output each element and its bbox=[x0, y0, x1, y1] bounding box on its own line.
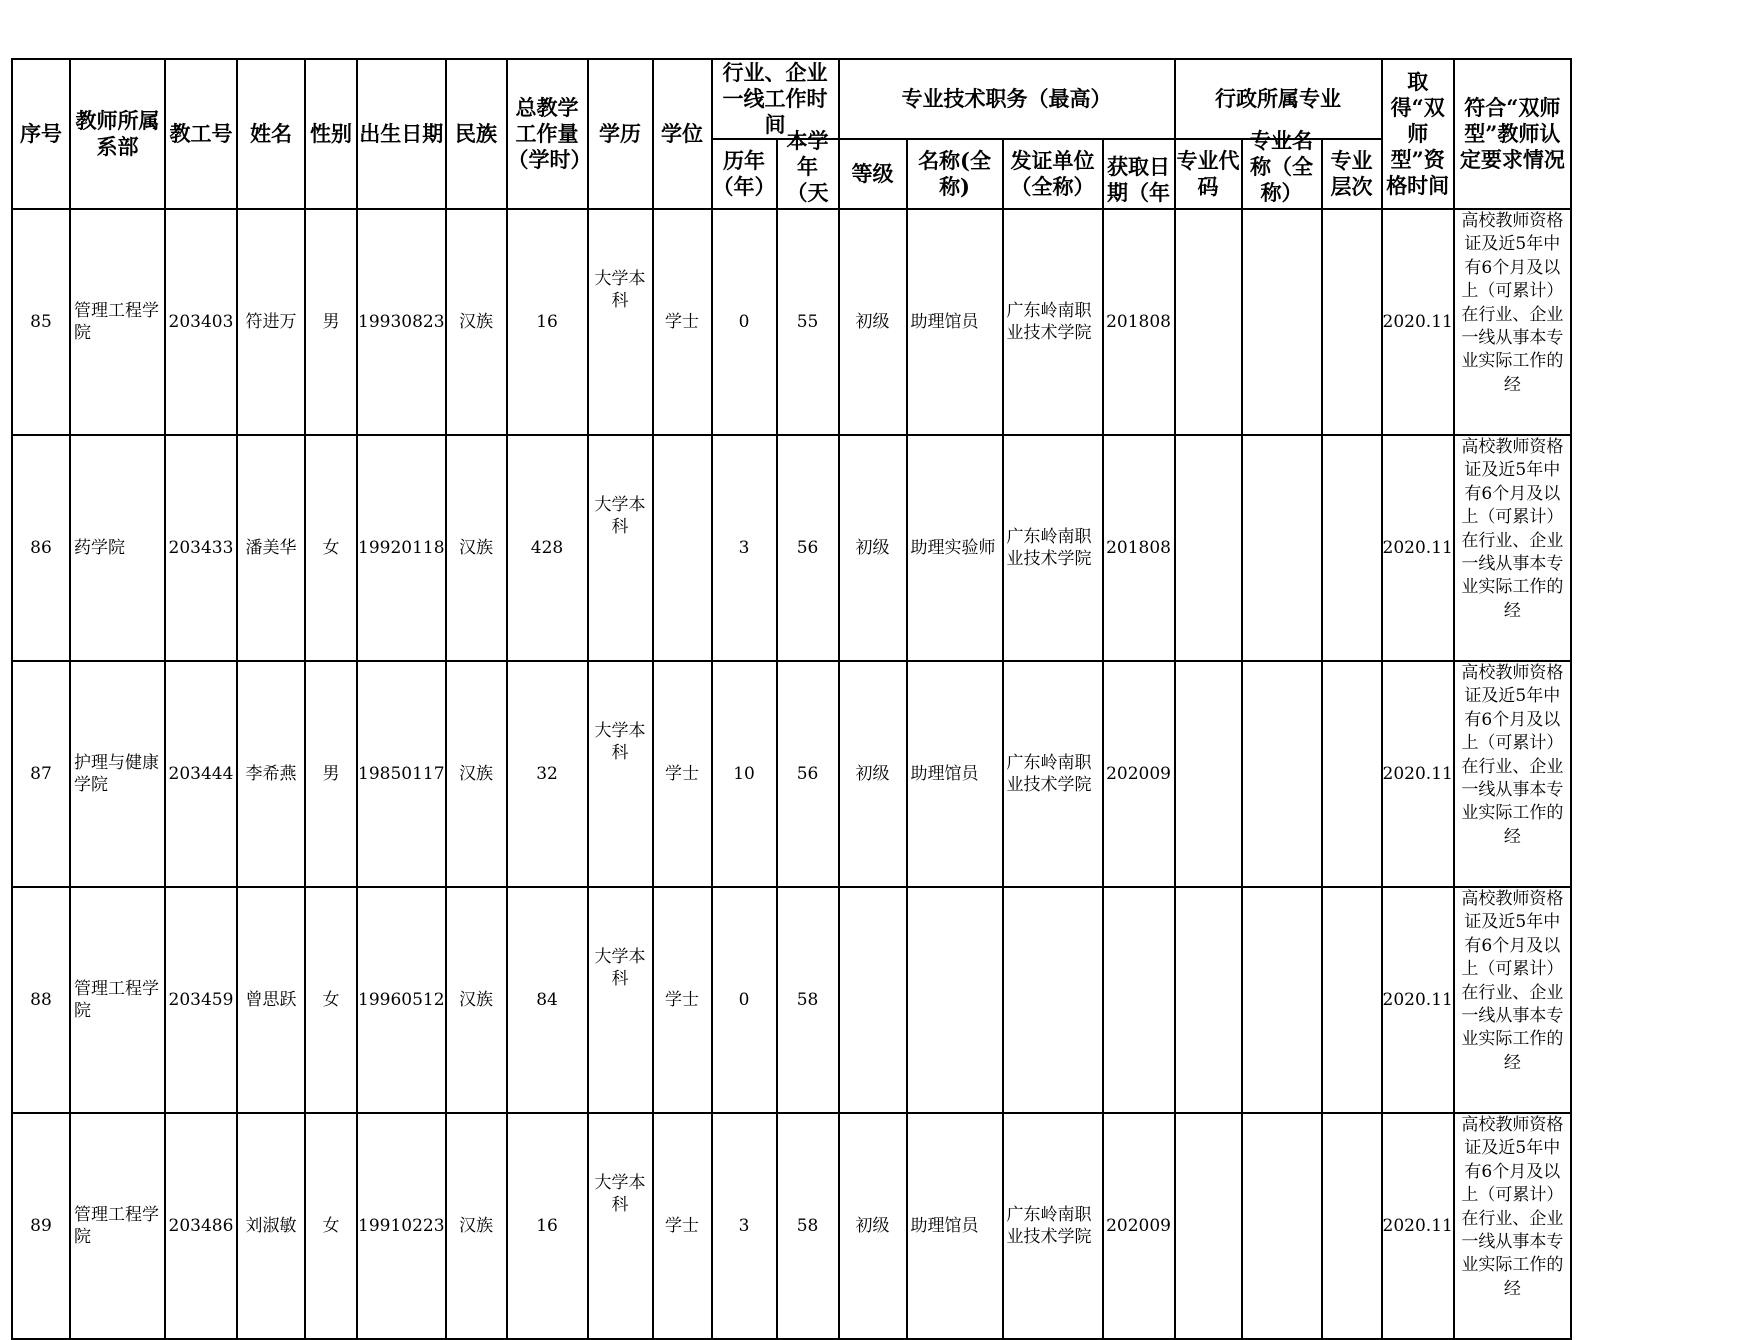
cell-degree: 学士 bbox=[653, 661, 712, 887]
cell-seq: 89 bbox=[12, 1113, 70, 1339]
cell-education: 大学本科 bbox=[588, 661, 653, 887]
cell-title-level: 初级 bbox=[839, 661, 907, 887]
cell-title-issuer: 广东岭南职业技术学院 bbox=[1003, 435, 1103, 661]
header-workload: 总教学工作量（学时） bbox=[507, 59, 588, 209]
dual-req-text: 高校教师资格证及近5年中有6个月及以上（可累计）在行业、企业一线从事本专业实际工作的经 bbox=[1461, 1115, 1564, 1299]
dual-req-text: 高校教师资格证及近5年中有6个月及以上（可累计）在行业、企业一线从事本专业实际工作的经 bbox=[1461, 437, 1564, 621]
dual-req-text: 高校教师资格证及近5年中有6个月及以上（可累计）在行业、企业一线从事本专业实际工作的经 bbox=[1461, 663, 1564, 847]
header-industry-year-text: 本学年（天 bbox=[786, 128, 829, 205]
cell-title-name: 助理实验师 bbox=[907, 435, 1003, 661]
cell-name: 符进万 bbox=[237, 209, 305, 435]
header-degree: 学位 bbox=[653, 59, 712, 209]
cell-title-name: 助理馆员 bbox=[907, 1113, 1003, 1339]
cell-major-level bbox=[1322, 435, 1382, 661]
cell-birth-date: 19920118 bbox=[357, 435, 446, 661]
cell-major-name bbox=[1242, 1113, 1322, 1339]
table-row bbox=[12, 661, 1571, 887]
cell-major-name bbox=[1242, 887, 1322, 1113]
header-birth-date: 出生日期 bbox=[357, 59, 446, 209]
cell-gender: 女 bbox=[305, 887, 357, 1113]
cell-title-issuer bbox=[1003, 887, 1103, 1113]
cell-seq: 85 bbox=[12, 209, 70, 435]
cell-gender: 男 bbox=[305, 209, 357, 435]
cell-title-date: 201808 bbox=[1103, 435, 1175, 661]
cell-title-issuer: 广东岭南职业技术学院 bbox=[1003, 209, 1103, 435]
header-gender: 性别 bbox=[305, 59, 357, 209]
cell-gender: 女 bbox=[305, 1113, 357, 1339]
cell-ethnicity: 汉族 bbox=[446, 661, 507, 887]
cell-department: 药学院 bbox=[70, 435, 165, 661]
cell-major-level bbox=[1322, 887, 1382, 1113]
cell-industry-year: 56 bbox=[777, 435, 839, 661]
table-row bbox=[12, 209, 1571, 435]
cell-birth-date: 19850117 bbox=[357, 661, 446, 887]
cell-staff-id: 203403 bbox=[165, 209, 237, 435]
cell-title-level: 初级 bbox=[839, 209, 907, 435]
cell-major-level bbox=[1322, 1113, 1382, 1339]
table-row bbox=[12, 887, 1571, 1113]
cell-birth-date: 19960512 bbox=[357, 887, 446, 1113]
cell-degree bbox=[653, 435, 712, 661]
cell-dual-req bbox=[1454, 661, 1571, 887]
cell-staff-id: 203459 bbox=[165, 887, 237, 1113]
header-title-group: 专业技术职务（最高） bbox=[839, 59, 1175, 139]
cell-name: 李希燕 bbox=[237, 661, 305, 887]
cell-industry-year: 58 bbox=[777, 1113, 839, 1339]
cell-title-name: 助理馆员 bbox=[907, 661, 1003, 887]
cell-dual-time: 2020.11 bbox=[1382, 1113, 1454, 1339]
header-industry-group: 行业、企业一线工作时间 bbox=[712, 59, 839, 139]
cell-title-issuer: 广东岭南职业技术学院 bbox=[1003, 661, 1103, 887]
cell-ethnicity: 汉族 bbox=[446, 435, 507, 661]
cell-industry-total: 0 bbox=[712, 887, 777, 1113]
cell-degree: 学士 bbox=[653, 887, 712, 1113]
cell-name: 潘美华 bbox=[237, 435, 305, 661]
cell-degree: 学士 bbox=[653, 209, 712, 435]
cell-title-name: 助理馆员 bbox=[907, 209, 1003, 435]
cell-department: 管理工程学院 bbox=[70, 1113, 165, 1339]
header-staff-id: 教工号 bbox=[165, 59, 237, 209]
table-body bbox=[12, 209, 1571, 1339]
cell-major-level bbox=[1322, 209, 1382, 435]
header-education: 学历 bbox=[588, 59, 653, 209]
cell-industry-total: 10 bbox=[712, 661, 777, 887]
cell-gender: 男 bbox=[305, 661, 357, 887]
cell-major-name bbox=[1242, 661, 1322, 887]
dual-req-text: 高校教师资格证及近5年中有6个月及以上（可累计）在行业、企业一线从事本专业实际工作的经 bbox=[1461, 211, 1564, 395]
cell-industry-year: 58 bbox=[777, 887, 839, 1113]
cell-birth-date: 19930823 bbox=[357, 209, 446, 435]
cell-major-code bbox=[1175, 887, 1242, 1113]
cell-major-code bbox=[1175, 209, 1242, 435]
cell-industry-year: 56 bbox=[777, 661, 839, 887]
header-title-date-text: 获取日期（年 bbox=[1107, 154, 1171, 205]
cell-staff-id: 203433 bbox=[165, 435, 237, 661]
cell-department: 护理与健康学院 bbox=[70, 661, 165, 887]
cell-dual-req bbox=[1454, 887, 1571, 1113]
cell-staff-id: 203486 bbox=[165, 1113, 237, 1339]
table-row bbox=[12, 435, 1571, 661]
cell-dual-req bbox=[1454, 435, 1571, 661]
cell-title-issuer: 广东岭南职业技术学院 bbox=[1003, 1113, 1103, 1339]
cell-major-name bbox=[1242, 209, 1322, 435]
cell-name: 刘淑敏 bbox=[237, 1113, 305, 1339]
cell-gender: 女 bbox=[305, 435, 357, 661]
cell-education: 大学本科 bbox=[588, 209, 653, 435]
dual-req-text: 高校教师资格证及近5年中有6个月及以上（可累计）在行业、企业一线从事本专业实际工作的经 bbox=[1461, 889, 1564, 1073]
cell-workload: 16 bbox=[507, 209, 588, 435]
cell-major-name bbox=[1242, 435, 1322, 661]
cell-title-name bbox=[907, 887, 1003, 1113]
header-title-issuer: 发证单位（全称） bbox=[1003, 139, 1103, 209]
cell-workload: 32 bbox=[507, 661, 588, 887]
header-major-level: 专业层次 bbox=[1322, 139, 1382, 209]
header-dual-time: 取得“双师型”资格时间 bbox=[1382, 59, 1454, 209]
cell-education: 大学本科 bbox=[588, 1113, 653, 1339]
cell-department: 管理工程学院 bbox=[70, 209, 165, 435]
header-industry-year bbox=[777, 128, 839, 209]
cell-seq: 87 bbox=[12, 661, 70, 887]
header-name: 姓名 bbox=[237, 59, 305, 209]
cell-industry-year: 55 bbox=[777, 209, 839, 435]
header-seq: 序号 bbox=[12, 59, 70, 209]
cell-department: 管理工程学院 bbox=[70, 887, 165, 1113]
cell-industry-total: 0 bbox=[712, 209, 777, 435]
cell-workload: 16 bbox=[507, 1113, 588, 1339]
cell-title-date: 202009 bbox=[1103, 661, 1175, 887]
cell-title-level bbox=[839, 887, 907, 1113]
cell-title-date: 202009 bbox=[1103, 1113, 1175, 1339]
cell-title-level: 初级 bbox=[839, 435, 907, 661]
teacher-table-container bbox=[11, 58, 1572, 1340]
table-row bbox=[12, 1113, 1571, 1339]
cell-name: 曾思跃 bbox=[237, 887, 305, 1113]
cell-ethnicity: 汉族 bbox=[446, 1113, 507, 1339]
cell-staff-id: 203444 bbox=[165, 661, 237, 887]
header-dual-req: 符合“双师型”教师认定要求情况 bbox=[1454, 59, 1571, 209]
cell-degree: 学士 bbox=[653, 1113, 712, 1339]
header-ethnicity: 民族 bbox=[446, 59, 507, 209]
header-title-date bbox=[1103, 139, 1175, 209]
header-department: 教师所属系部 bbox=[70, 59, 165, 209]
cell-dual-req bbox=[1454, 1113, 1571, 1339]
cell-major-code bbox=[1175, 435, 1242, 661]
cell-workload: 428 bbox=[507, 435, 588, 661]
cell-seq: 88 bbox=[12, 887, 70, 1113]
cell-dual-time: 2020.11 bbox=[1382, 209, 1454, 435]
cell-industry-total: 3 bbox=[712, 1113, 777, 1339]
cell-industry-total: 3 bbox=[712, 435, 777, 661]
header-admin-group: 行政所属专业 bbox=[1175, 59, 1382, 139]
table-header bbox=[12, 59, 1571, 209]
cell-education: 大学本科 bbox=[588, 435, 653, 661]
cell-title-date: 201808 bbox=[1103, 209, 1175, 435]
header-title-name: 名称(全称) bbox=[907, 139, 1003, 209]
cell-dual-time: 2020.11 bbox=[1382, 661, 1454, 887]
cell-birth-date: 19910223 bbox=[357, 1113, 446, 1339]
cell-ethnicity: 汉族 bbox=[446, 209, 507, 435]
teacher-table bbox=[11, 58, 1572, 1340]
header-major-name-text: 专业名称（全称） bbox=[1250, 128, 1314, 205]
cell-title-date bbox=[1103, 887, 1175, 1113]
cell-dual-req bbox=[1454, 209, 1571, 435]
header-major-code: 专业代码 bbox=[1175, 139, 1242, 209]
cell-seq: 86 bbox=[12, 435, 70, 661]
cell-major-level bbox=[1322, 661, 1382, 887]
cell-major-code bbox=[1175, 1113, 1242, 1339]
cell-ethnicity: 汉族 bbox=[446, 887, 507, 1113]
cell-major-code bbox=[1175, 661, 1242, 887]
cell-education: 大学本科 bbox=[588, 887, 653, 1113]
header-major-name bbox=[1242, 128, 1322, 209]
cell-dual-time: 2020.11 bbox=[1382, 435, 1454, 661]
cell-dual-time: 2020.11 bbox=[1382, 887, 1454, 1113]
cell-workload: 84 bbox=[507, 887, 588, 1113]
cell-title-level: 初级 bbox=[839, 1113, 907, 1339]
header-industry-total: 历年（年） bbox=[712, 139, 777, 209]
header-title-level: 等级 bbox=[839, 139, 907, 209]
